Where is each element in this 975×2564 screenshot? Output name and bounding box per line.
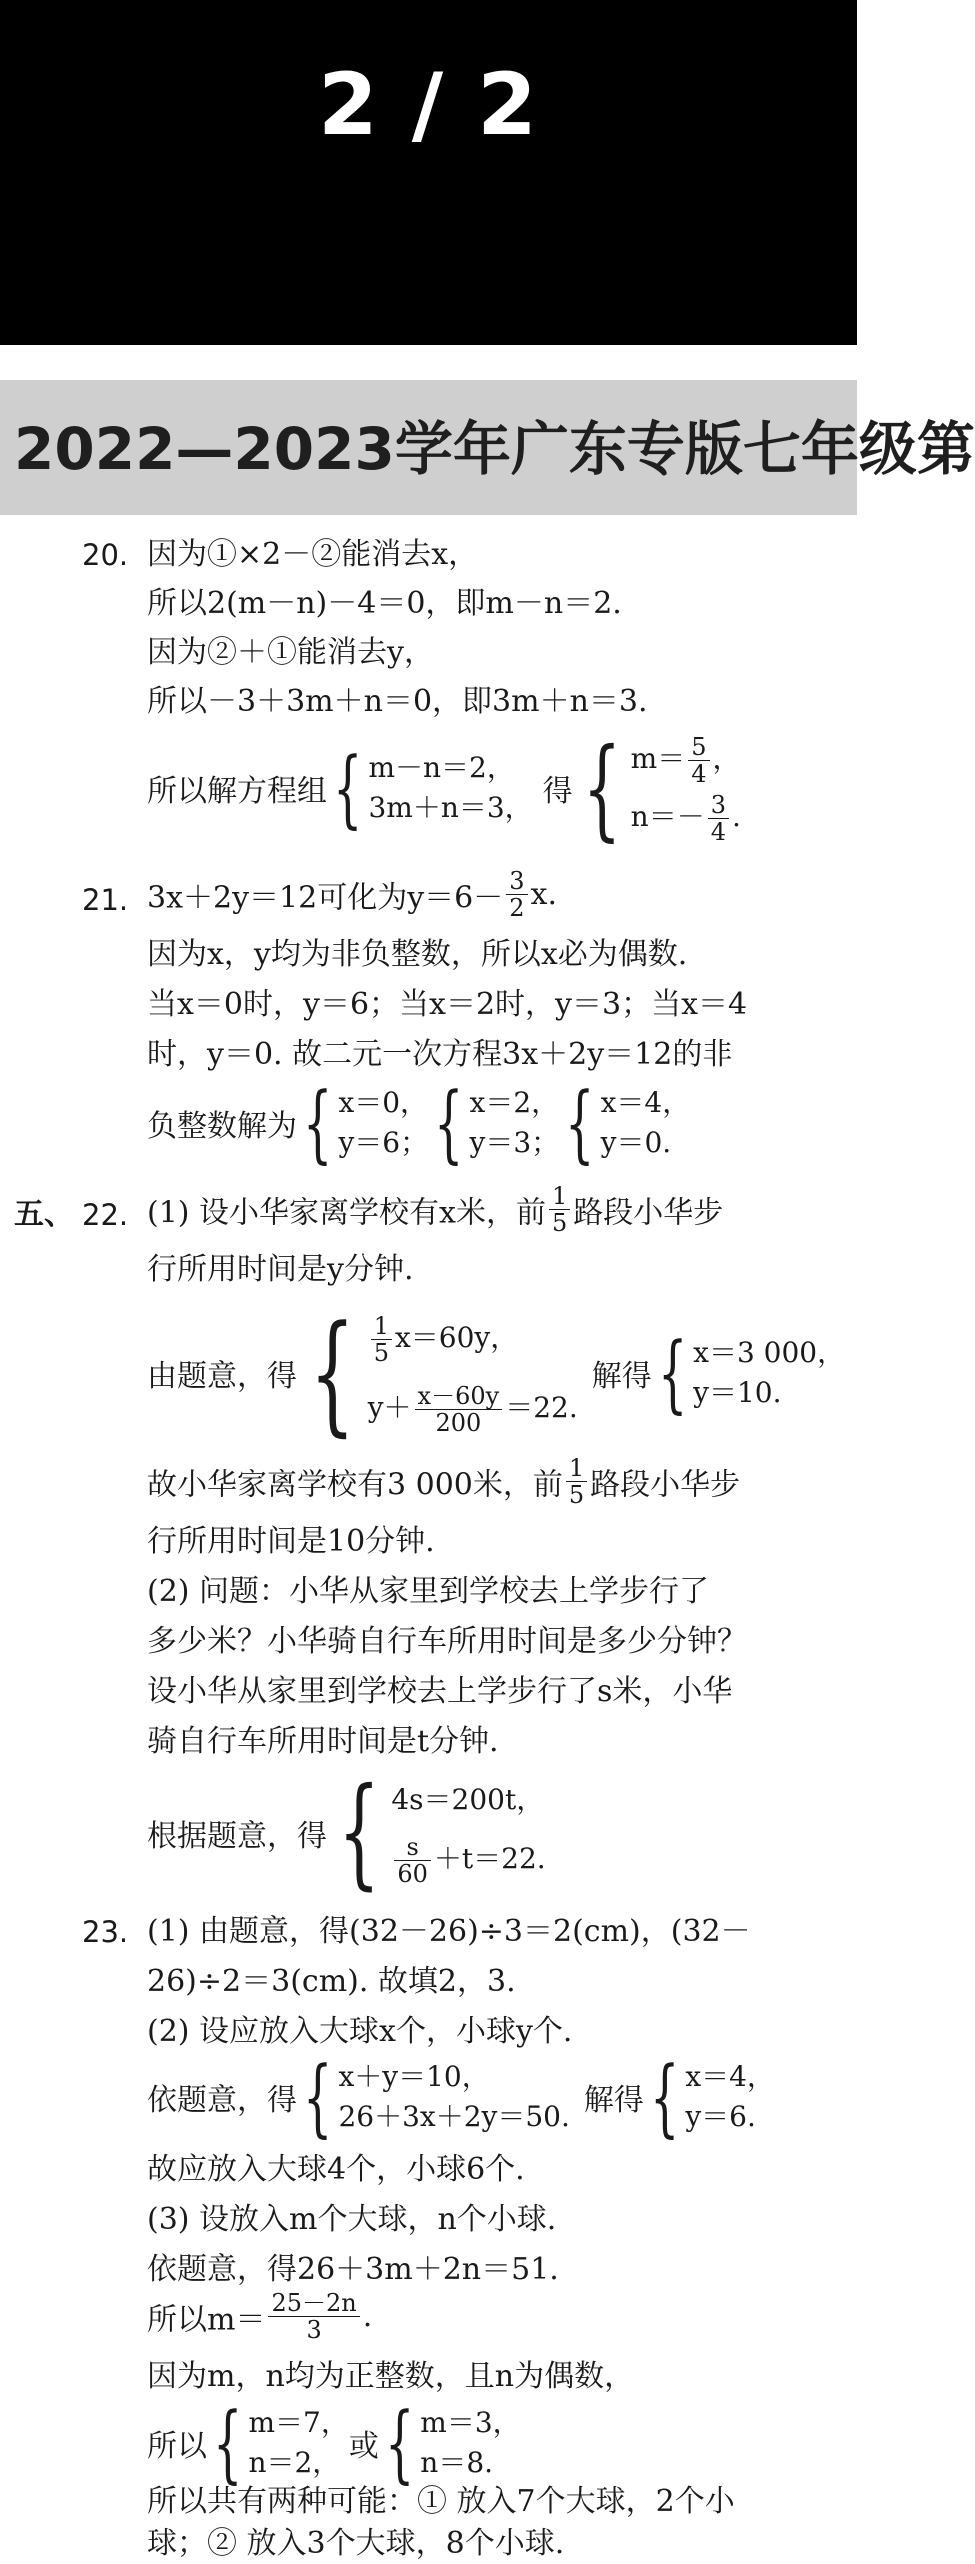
frac-numerator: 1 [371,1313,392,1340]
frac-denominator: 5 [373,1339,389,1367]
q22-line8: 骑自行车所用时间是t分钟. [147,1724,499,1759]
q23-line3: (2) 设应放入大球x个，小球y个. [147,2014,573,2049]
q20-system-eq2: 3m＋n＝3， [368,791,533,824]
result-eq: x＝4， [685,2060,775,2093]
q22-system2 [391,1774,545,1892]
q20-sol-n: n＝－ [630,800,705,833]
q22-line5: (2) 问题：小华从家里到学校去上学步行了 [147,1574,710,1609]
solution-eq: x＝2， [469,1086,560,1119]
q23-line6: 依题意，得26＋3m＋2n＝51. [147,2252,559,2287]
q23-system-eq1: x＋y＝10， [338,2060,490,2093]
alt-eq: n＝2， [248,2446,341,2479]
solution-eq: x＝4， [600,1086,691,1119]
alt-eq: m＝3， [420,2406,521,2439]
q21-number: 21. [82,883,129,917]
q20-line3: 因为②＋①能消去y， [147,635,434,670]
document-title: 2022—2023学年广东专版七年级第 [14,415,975,483]
q20-line2: 所以2(m－n)－4＝0，即m－n＝2. [147,586,622,621]
brace-symbol: { [309,1297,356,1449]
frac-denominator: 60 [397,1860,428,1888]
q22-system2-lead: 根据题意，得 [147,1819,327,1854]
q21-line1-text: 3x＋2y＝12可化为y＝6－ [147,880,504,916]
q20-line4: 所以－3＋3m＋n＝0，即3m＋n＝3. [147,684,648,719]
q22-eq2-tail: ＝22. [505,1391,578,1424]
brace-symbol: { [333,739,363,837]
q22-line7: 设小华从家里到学校去上学步行了s米，小华 [147,1674,733,1709]
q22-solve-lead: 解得 [591,1359,652,1394]
q23-line8: 因为m，n均为正整数，且n为偶数， [147,2359,635,2394]
frac-numerator: 1 [566,1455,587,1482]
brace-symbol: { [338,1763,381,1902]
frac-numerator: 5 [688,734,709,761]
brace-symbol: { [303,2048,333,2146]
brace-symbol: { [303,1074,333,1172]
q23-line1: (1) 由题意，得(32－26)÷3＝2(cm)，(32－ [147,1914,751,1949]
frac-numerator: x－60y [415,1383,503,1410]
q22-line3 [147,1455,740,1508]
q23-alt-mid: 或 [348,2429,379,2464]
q21-solution-2 [470,1083,560,1163]
q22-line2: 行所用时间是y分钟. [147,1252,414,1287]
result-eq: x＝3 000， [693,1336,846,1369]
q23-solve-lead: 解得 [583,2083,644,2118]
q22-eq1-frac [371,1313,392,1366]
q22-line1-tail: 路段小华步 [573,1195,724,1231]
frac-denominator: 2 [509,894,525,922]
q23-alternatives [147,2394,521,2492]
q22-line1-text: (1) 设小华家离学校有x米，前 [147,1195,546,1231]
q23-system-lead: 依题意，得 [147,2083,297,2118]
q23-line7-text: 所以m＝ [147,2302,266,2338]
alt-eq: n＝8. [420,2446,494,2479]
frac-denominator: 5 [568,1481,585,1509]
q23-line10: 球；② 放入3个大球，8个小球. [147,2526,565,2561]
frac-numerator: 3 [506,868,527,895]
brace-symbol: { [434,1074,464,1172]
q21-line4: 时，y＝0. 故二元一次方程3x＋2y＝12的非 [147,1037,733,1072]
brace-symbol: { [384,2394,415,2492]
q22-line1 [147,1183,723,1236]
q20-system-lead: 所以解方程组 [147,774,327,809]
result-eq: y＝10. [693,1376,782,1409]
q23-line7-frac [268,2290,359,2343]
q20-system [368,748,532,828]
q22-system2-eq2-tail: ＋t＝22. [433,1842,546,1875]
q22-system-block [147,1298,845,1448]
q21-line1-tail: x. [530,877,557,912]
q23-line9: 所以共有两种可能：① 放入7个大球，2个小 [147,2484,735,2519]
section-five-label: 五、 [14,1197,74,1232]
frac-denominator: 4 [710,818,726,846]
brace-symbol: { [649,2048,680,2146]
q20-number: 20. [82,538,129,572]
viewer-top-bar [0,0,857,345]
q20-solution [631,730,741,846]
q23-alt-a [248,2403,348,2483]
q21-solution-1 [338,1083,428,1163]
q23-system-eq2: 26＋3x＋2y＝50. [338,2100,570,2133]
frac-numerator: 1 [549,1183,570,1210]
alt-eq: m＝7， [248,2406,349,2439]
q22-number: 22. [82,1198,129,1232]
q20-sol-m-frac [688,734,709,787]
brace-symbol: { [213,2394,243,2492]
q23-alt-lead: 所以 [147,2429,207,2464]
q22-system2-block [147,1763,546,1902]
solution-eq: y＝3； [469,1126,560,1159]
q20-sol-m-tail: ， [712,742,741,775]
brace-symbol: { [582,724,621,852]
title-banner [0,380,975,515]
q21-solutions [147,1074,691,1172]
q22-eq1-tail: x＝60y， [395,1321,519,1354]
q20-sol-n-frac [708,792,729,845]
page-indicator: 2 / 2 [318,55,539,155]
q23-result [685,2057,775,2137]
q22-line3-tail: 路段小华步 [590,1467,741,1503]
q23-system [338,2057,569,2137]
q22-system2-eq1: 4s＝200t， [391,1783,545,1816]
q22-system-lead: 由题意，得 [147,1359,297,1394]
q23-system-block [147,2048,775,2146]
q22-line4: 行所用时间是10分钟. [147,1524,435,1559]
q21-line1 [147,868,557,921]
q23-number: 23. [82,1915,129,1949]
q22-line6: 多少米？小华骑自行车所用时间是多少分钟？ [147,1624,747,1659]
q22-eq2-frac [415,1383,503,1436]
q20-system-block [147,724,741,852]
brace-symbol: { [565,1074,595,1172]
frac-numerator: s [394,1834,431,1861]
frac-numerator: 3 [708,792,729,819]
q20-system-eq1: m－n＝2， [368,751,515,784]
solution-eq: y＝0. [600,1126,672,1159]
solution-eq: x＝0， [338,1086,429,1119]
frac-numerator: 25－2n [268,2290,359,2317]
q22-system2-frac [394,1834,431,1887]
result-eq: y＝6. [685,2100,756,2133]
q22-result [693,1333,845,1413]
q23-line4: 故应放入大球4个，小球6个. [147,2152,525,2187]
solution-eq: y＝6； [338,1126,429,1159]
q22-line1-frac [549,1183,570,1236]
frac-denominator: 4 [691,760,707,788]
q20-line1: 因为①×2－②能消去x， [147,537,479,572]
q21-line2: 因为x，y均为非负整数，所以x必为偶数. [147,937,688,972]
q21-line1-frac [506,868,527,921]
q20-sol-n-tail: . [732,800,741,833]
q22-line3-text: 故小华家离学校有3 000米，前 [147,1467,563,1503]
q22-eq2-head: y＋ [367,1391,412,1424]
spacer [0,345,857,380]
q23-line7 [147,2290,372,2343]
q20-system-mid: 得 [542,774,573,809]
q20-sol-m: m＝ [630,742,686,775]
frac-denominator: 200 [435,1409,482,1437]
q21-solution-3 [601,1083,691,1163]
brace-symbol: { [657,1324,688,1422]
frac-denominator: 5 [551,1209,568,1237]
q21-solution-lead: 负整数解为 [147,1109,297,1144]
frac-denominator: 3 [306,2316,322,2344]
q22-system [368,1303,578,1443]
q22-line3-frac [566,1455,587,1508]
q23-line7-tail: . [362,2299,373,2334]
q23-line2: 26)÷2＝3(cm). 故填2，3. [147,1964,516,1999]
q21-line3: 当x＝0时，y＝6；当x＝2时，y＝3；当x＝4 [147,987,748,1022]
q23-alt-b [420,2403,520,2483]
q23-line5: (3) 设放入m个大球，n个小球. [147,2202,557,2237]
